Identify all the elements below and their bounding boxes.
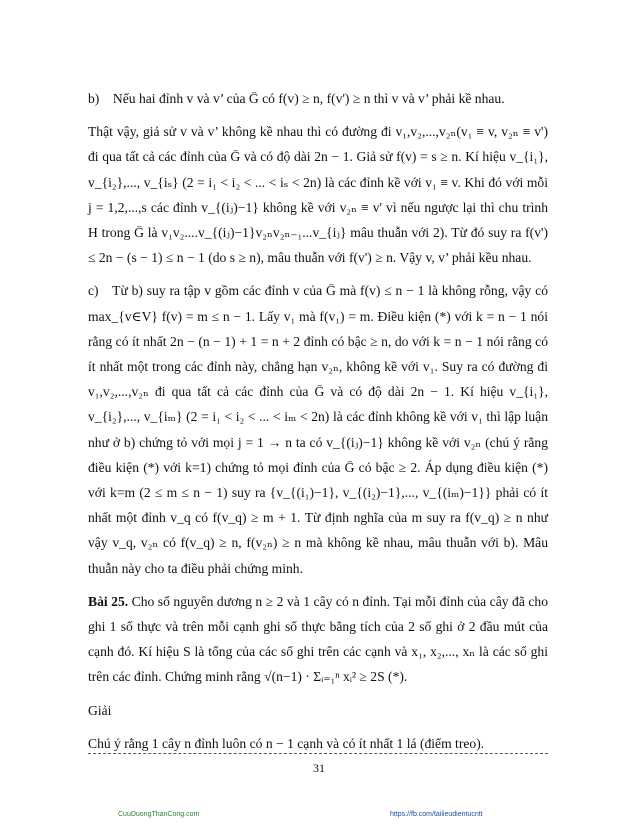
problem-25 bbox=[88, 589, 548, 690]
page-content bbox=[88, 86, 548, 764]
paragraph-part-b: b) Nếu hai đỉnh v và v’ của Ḡ có f(v) ≥ n, f(v') ≥ n thì v và v’ phải kề nhau. bbox=[88, 91, 505, 106]
footer-divider bbox=[88, 753, 548, 754]
solution-heading: Giải bbox=[88, 702, 112, 718]
paragraph-proof-b: Thật vậy, giả sử v và v’ không kề nhau thì có đường đi v₁,v₂,...,v₂ₙ(v₁ ≡ v, v₂ₙ ≡ v') đi qua tất cả các đỉnh của Ḡ và có độ dài 2n − 1. Giả sử f(v) = s ≥ n. Kí hiệu v_{i₁}, v_{i₂},..., v_{iₛ} (2 = i₁ < i₂ < ... < iₛ < 2n) là các đỉnh kề với v₁ ≡ v. Khi đó với mỗi j = 1,2,...,s các đỉnh v_{(iⱼ)−1} không kề với v₂ₙ ≡ v' vì nếu ngược lại thì chu trình H trong Ḡ là v₁v₂....v_{(iⱼ)−1}v₂ₙv₂ₙ₋₁...v_{iⱼ} mâu thuẫn với 2). Từ đó suy ra f(v') ≤ 2n − (s − 1) ≤ n − 1 (do s ≥ n), mâu thuẫn với f(v') ≥ n. Vậy v, v’ phải kều nhau. bbox=[88, 124, 548, 266]
footer-link[interactable]: https://fb.com/tailieudientucntt bbox=[390, 811, 483, 818]
paragraph-part-c: c) Từ b) suy ra tập v gồm các đỉnh v của Ḡ mà f(v) ≤ n − 1 là không rỗng, vậy có max_{v∈V} f(v) = m ≤ n − 1. Lấy v₁ mà f(v₁) = m. Điều kiện (*) với k = n − 1 nói rằng có ít nhất 2n − (n − 1) + 1 = n + 2 đỉnh có bậc ≥ n, do với k = n − 1 nói rằng có ít nhất một trong các đỉnh này, chẳng hạn v₂ₙ, không kề với v₁. Suy ra có đường đi v₁,v₂,...,v₂ₙ đi qua tất cả các đỉnh của Ḡ và có độ dài 2n − 1. Kí hiệu v_{i₁}, v_{i₂},..., v_{iₘ} (2 = i₁ < i₂ < ... < iₘ < 2n) là các đỉnh không kề với v₁ thì lập luận như ở b) chứng tỏ với mọi j = 1 → n ta có v_{(iⱼ)−1} không kề với v₂ₙ (chú ý rằng điều kiện (*) với k=1) chứng tỏ mọi đỉnh của Ḡ có bậc ≥ 2. Áp dụng điều kiện (*) với k=m (2 ≤ m ≤ n − 1) suy ra {v_{(i₁)−1}, v_{(i₂)−1},..., v_{(iₘ)−1}} phải có ít nhất một đỉnh v_q có f(v_q) ≥ m + 1. Từ định nghĩa của m suy ra f(v_q) ≥ n như vậy v_q, v₂ₙ có f(v_q) ≥ n, f(v₂ₙ) ≥ n mà không kề nhau, mâu thuẫn với b). Mâu thuẫn này cho ta điều phải chứng minh. bbox=[88, 283, 548, 576]
footer-site-label[interactable]: CuuDuongThanCong.com bbox=[118, 811, 200, 818]
problem-text: Cho số nguyên dương n ≥ 2 và 1 cây có n đỉnh. Tại mỗi đỉnh của cây đã cho ghi 1 số thực và trên mỗi cạnh ghi số thực bằng tích của 2 số ghi ở 2 đầu mút của cạnh đó. Kí hiệu S là tổng của các số ghi trên các cạnh và x₁, x₂,..., xₙ là các số ghi trên các đỉnh. Chứng minh rằng √(n−1) · Σᵢ₌₁ⁿ xᵢ² ≥ 2S (*). bbox=[88, 593, 548, 685]
page-number: 31 bbox=[313, 761, 325, 775]
solution-text: Chú ý rằng 1 cây n đỉnh luôn có n − 1 cạnh và có ít nhất 1 lá (điểm treo). bbox=[88, 735, 485, 751]
problem-label: Bài 25. bbox=[88, 593, 129, 609]
